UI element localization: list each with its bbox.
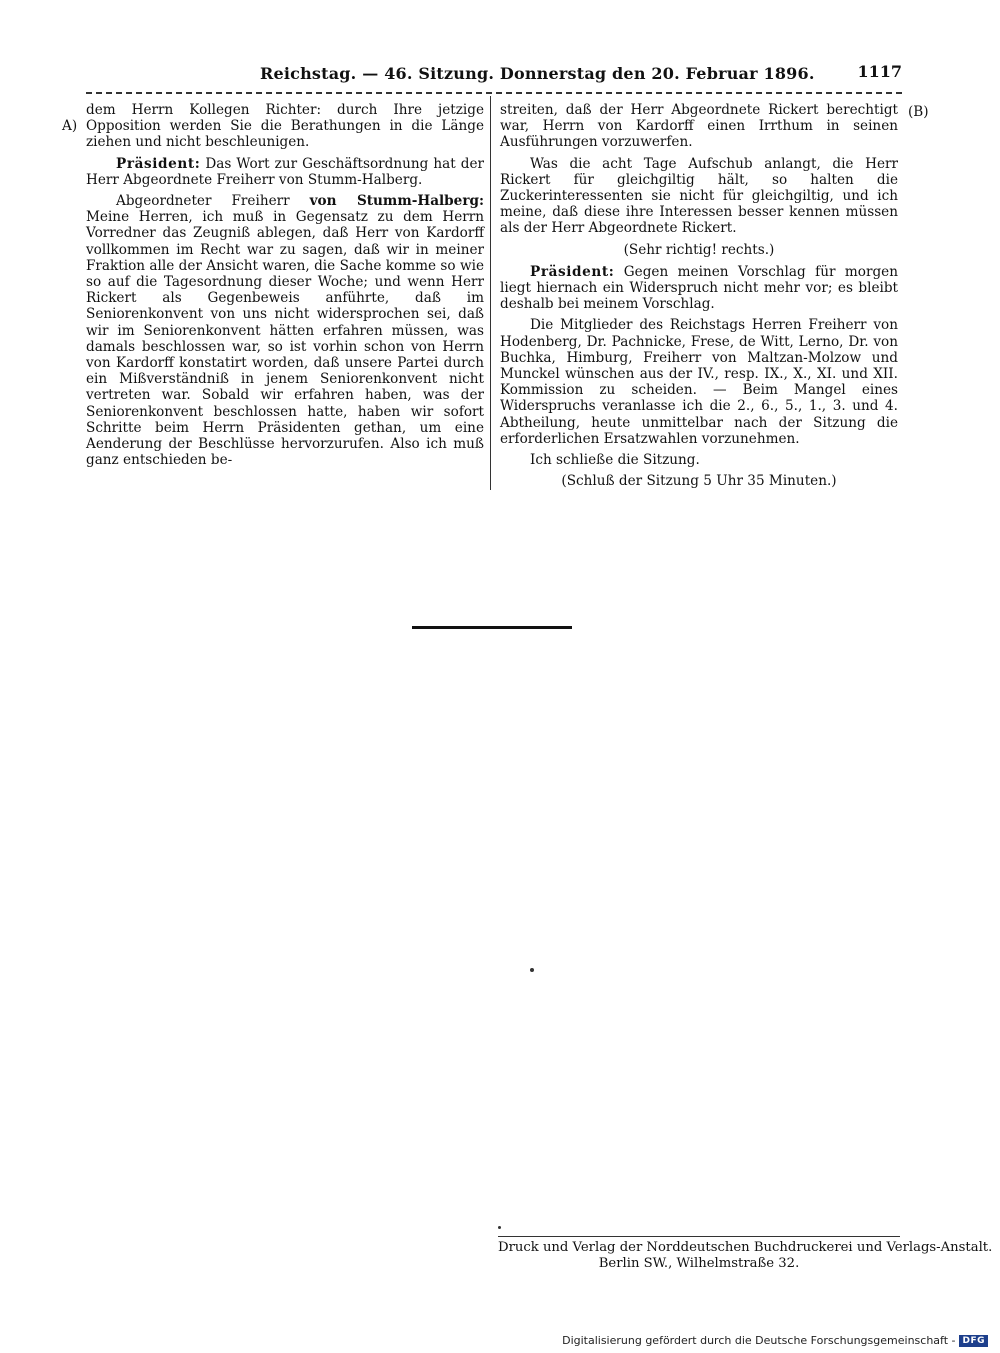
- speech-text: Das Wort zur Geschäftsordnung hat der Herr Abgeordnete Freiherr von Stumm-Halberg.: [86, 155, 484, 188]
- right-paragraph-6: Ich schließe die Sitzung.: [530, 452, 700, 469]
- margin-mark-left: A): [62, 118, 78, 134]
- imprint-line-2: Berlin SW., Wilhelmstraße 32.: [598, 1256, 800, 1271]
- print-speck: [530, 968, 534, 972]
- header-rule: [86, 92, 902, 94]
- speech-text: Gegen meinen Vorschlag für morgen liegt hiernach ein Widerspruch nicht mehr vor; es bleibt deshalb bei meinem Vorschlag.: [500, 263, 898, 313]
- footer-text: Digitalisierung gefördert durch die Deutsche Forschungsgemeinschaft -: [562, 1334, 956, 1347]
- speaker-president: Präsident:: [116, 155, 201, 172]
- digitization-footer: [562, 1334, 988, 1347]
- right-paragraph-1: streiten, daß der Herr Abgeordnete Rickert berechtigt war, Herrn von Kardorff einen Irrthum in seinen Ausführungen vorzuwerfen.: [500, 102, 898, 151]
- end-rule: [412, 626, 572, 629]
- right-paragraph-5: Die Mitglieder des Reichstags Herren Freiherr von Hodenberg, Dr. Pachnicke, Frese, de Witt, Lerno, Dr. von Buchka, Himburg, Freiherr von Maltzan-Molzow und Munckel wünschen aus der IV., resp. IX., X., XI. und XII. Kommission zu scheiden. — Beim Mangel eines Widerspruchs veranlasse ich die 2., 6., 5., 1., 3. und 4. Abtheilung, heute unmittelbar nach der Sitzung die erforderlichen Ersatzwahlen vorzunehmen.: [500, 317, 898, 447]
- margin-mark-right: (B): [908, 104, 929, 120]
- left-column: [86, 102, 484, 473]
- session-close-note: (Schluß der Sitzung 5 Uhr 35 Minuten.): [561, 473, 837, 490]
- page-header: [260, 60, 902, 84]
- imprint-line-1: Druck und Verlag der Norddeutschen Buchdruckerei und Verlags-Anstalt.: [498, 1240, 993, 1255]
- speech-text: Meine Herren, ich muß in Gegensatz zu dem Herrn Vorredner das Zeugniß ablegen, daß Herr von Kardorff vollkommen im Recht war zu sagen, daß wir in meiner Fraktion alle der Ansicht waren, die Sache komme so wie so auf die Tagesordnung dieser Woche; und wenn Herr Rickert als Gegenbeweis anführte, daß im Seniorenkonvent von uns nicht widersprochen sei, daß wir im Seniorenkonvent hätten erfahren müssen, was damals beschlossen war, so ist vorhin schon von Herrn von Kardorff konstatirt worden, daß unsere Partei durch ein Mißverständniß in jenem Seniorenkonvent nicht vertreten war. Sobald wir erfahren haben, was der Seniorenkonvent beschlossen hatte, haben wir sofort Schritte beim Herrn Präsidenten gethan, um eine Aenderung der Beschlüsse hervorzurufen. Also ich muß ganz entschieden be-: [86, 209, 484, 469]
- running-title: Reichstag. — 46. Sitzung. Donnerstag den 20. Februar 1896.: [260, 64, 815, 83]
- imprint-rule: [498, 1236, 900, 1237]
- speaker-prefix: Abgeordneter Freiherr: [116, 193, 310, 210]
- imprint: [498, 1240, 993, 1272]
- page-number: 1117: [857, 62, 902, 81]
- left-paragraph-3: [86, 193, 484, 468]
- right-paragraph-2: Was die acht Tage Aufschub anlangt, die Herr Rickert für gleichgiltig hält, so halten die Zuckerinteressenten sie nicht für gleichgiltig, und ich meine, daß diese ihre Interessen besser kennen müssen als der Herr Abgeordnete Rickert.: [500, 155, 898, 237]
- column-divider: [490, 96, 491, 490]
- print-speck: [498, 1226, 501, 1229]
- interjection: (Sehr richtig! rechts.): [623, 241, 775, 258]
- left-paragraph-1: dem Herrn Kollegen Richter: durch Ihre jetzige Opposition werden Sie die Berathungen in die Länge ziehen und nicht beschleunigen.: [86, 102, 484, 151]
- dfg-logo-icon: DFG: [959, 1335, 988, 1347]
- left-paragraph-2: [86, 156, 484, 188]
- speaker-president: Präsident:: [530, 263, 615, 280]
- speaker-name: von Stumm-Halberg:: [309, 193, 484, 210]
- right-paragraph-4: [500, 264, 898, 313]
- right-column: [500, 102, 898, 495]
